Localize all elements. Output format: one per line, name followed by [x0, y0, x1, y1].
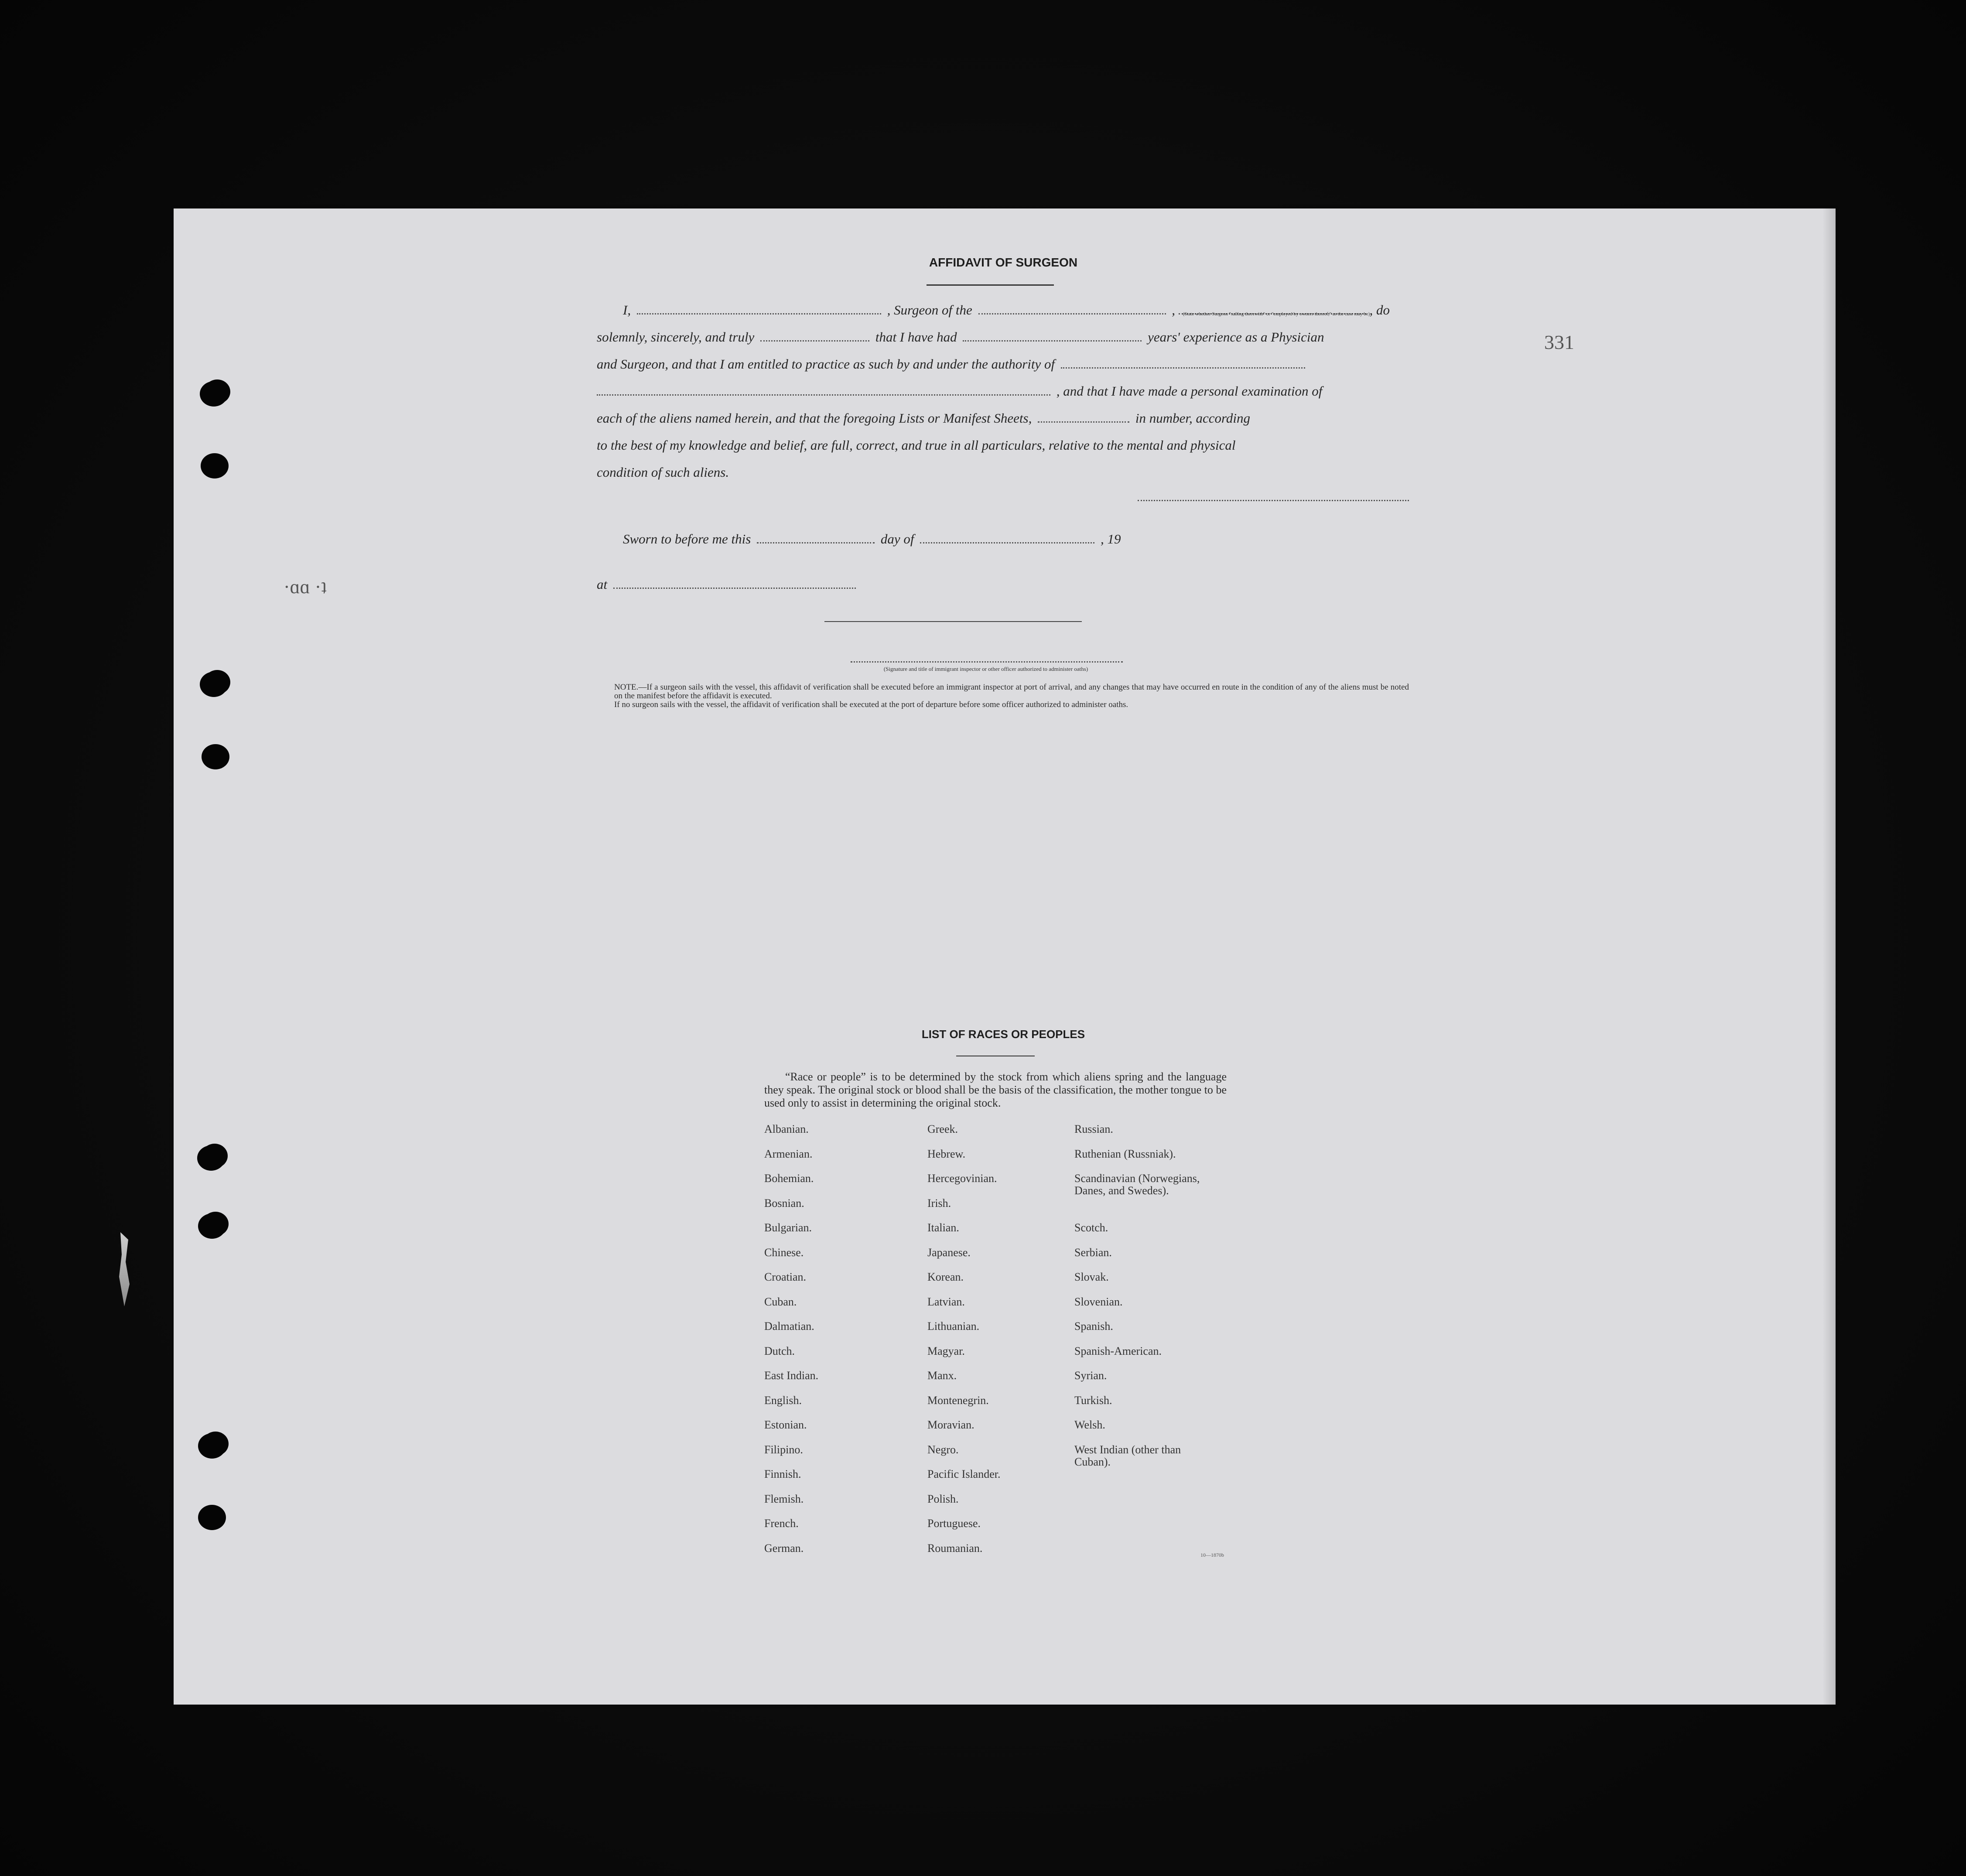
affidavit-text: I,: [623, 302, 631, 318]
race-item: Dutch.: [764, 1344, 795, 1357]
binder-hole-icon: [198, 1505, 226, 1530]
race-item: English.: [764, 1394, 802, 1407]
race-item: Turkish.: [1074, 1394, 1112, 1407]
sworn-at-line: [597, 571, 1409, 598]
race-item: Ruthenian (Russniak).: [1074, 1147, 1176, 1160]
sworn-block: [597, 526, 1409, 598]
affidavit-line-1: [597, 297, 1409, 324]
affidavit-text: , 19: [1100, 531, 1121, 547]
sworn-month-field[interactable]: [920, 533, 1094, 543]
race-item: Korean.: [927, 1271, 964, 1283]
binder-hole-icon: [202, 744, 229, 769]
race-item: Scandinavian (Norwegians, Danes, and Swedes).: [1074, 1172, 1200, 1197]
race-item: Polish.: [927, 1492, 959, 1505]
binder-hole-icon: [201, 453, 229, 478]
race-item: Lithuanian.: [927, 1320, 980, 1333]
races-column-3: [1074, 1123, 1231, 1468]
binder-hole-icon: [200, 672, 228, 697]
affidavit-text: and Surgeon, and that I am entitled to practice as such by and under the authority of: [597, 356, 1055, 372]
race-item: Hebrew.: [927, 1147, 966, 1160]
race-item: Albanian.: [764, 1123, 809, 1135]
affidavit-line-3: [597, 351, 1409, 378]
race-item: Greek.: [927, 1123, 958, 1135]
race-item: Hercegovinian.: [927, 1172, 997, 1185]
affidavit-line-7: [597, 459, 1409, 486]
race-item: French.: [764, 1517, 799, 1530]
sheet-count-field[interactable]: [1038, 412, 1129, 423]
oath-field[interactable]: [760, 331, 869, 342]
affidavit-text: condition of such aliens.: [597, 465, 729, 480]
race-item: East Indian.: [764, 1369, 819, 1382]
affidavit-text: years' experience as a Physician: [1148, 329, 1324, 345]
race-item: Bohemian.: [764, 1172, 814, 1185]
race-item: Dalmatian.: [764, 1320, 814, 1333]
affidavit-text: solemnly, sincerely, and truly: [597, 329, 755, 345]
race-item: Filipino.: [764, 1443, 803, 1456]
affidavit-text: each of the aliens named herein, and that the foregoing Lists or Manifest Sheets,: [597, 410, 1032, 426]
sworn-day-field[interactable]: [757, 533, 875, 543]
race-item: Manx.: [927, 1369, 957, 1382]
affidavit-text: ,: [1172, 302, 1175, 318]
inspector-signature-field[interactable]: [824, 621, 1082, 622]
sworn-line: [597, 526, 1409, 553]
race-item: Slovak.: [1074, 1271, 1109, 1283]
inspector-signature-caption: (Signature and title of immigrant inspector or other officer authorized to administer oaths): [883, 666, 1088, 672]
race-item: Spanish-American.: [1074, 1344, 1162, 1357]
binder-hole-icon: [197, 1145, 225, 1171]
affidavit-line-5: [597, 405, 1409, 432]
affidavit-title: AFFIDAVIT OF SURGEON: [929, 256, 1078, 269]
race-item: Portuguese.: [927, 1517, 981, 1530]
binder-hole-icon: [198, 1433, 226, 1459]
race-item: Moravian.: [927, 1418, 974, 1431]
affidavit-text: day of: [880, 531, 914, 547]
title-underline: [927, 284, 1054, 286]
race-item: Estonian.: [764, 1418, 807, 1431]
race-item: Scotch.: [1074, 1221, 1108, 1234]
vessel-name-field[interactable]: [978, 304, 1166, 314]
race-item: Syrian.: [1074, 1369, 1107, 1382]
races-title: LIST OF RACES OR PEOPLES: [921, 1028, 1085, 1041]
race-item: Spanish.: [1074, 1320, 1113, 1333]
binder-hole-icon: [200, 381, 228, 407]
page-edge-shadow: [1822, 208, 1836, 1705]
affidavit-text: to the best of my knowledge and belief, are full, correct, and true in all particulars, relative to the mental and physical: [597, 437, 1236, 453]
affidavit-line-4: [597, 378, 1409, 405]
page-number: 331: [1544, 331, 1574, 353]
race-item: Roumanian.: [927, 1541, 983, 1555]
affidavit-note: [597, 683, 1409, 709]
affidavit-text: , and that I have made a personal examination of: [1056, 383, 1323, 399]
race-item: Bosnian.: [764, 1196, 804, 1210]
race-item: German.: [764, 1541, 804, 1555]
race-item: Russian.: [1074, 1123, 1113, 1135]
race-item: Latvian.: [927, 1295, 965, 1308]
affidavit-line-6: [597, 432, 1409, 459]
authority-field-continued[interactable]: [597, 385, 1050, 396]
note-paragraph-1: NOTE.—If a surgeon sails with the vessel, this affidavit of verification shall be executed before an immigrant inspector at port of arrival, and any changes that may have occurred en route in the condition of any of the aliens must be noted on the manifest before the affidavit is executed.: [614, 683, 1409, 701]
race-item: Irish.: [927, 1196, 951, 1210]
race-item: Bulgarian.: [764, 1221, 812, 1234]
race-item: Italian.: [927, 1221, 959, 1234]
races-intro: [764, 1070, 1227, 1110]
affidavit-text: , do: [1369, 302, 1390, 318]
race-item: Cuban.: [764, 1295, 797, 1308]
race-item: Serbian.: [1074, 1246, 1112, 1259]
races-intro-text: “Race or people” is to be determined by the stock from which aliens spring and the language they speak. The original stock or blood shall be the basis of the classification, the mother tongue to be used only to assist in determining the original stock.: [764, 1070, 1227, 1109]
affidavit-text: at: [597, 577, 608, 592]
races-column-1: [764, 1123, 921, 1567]
handwritten-margin-mark: ·ɑɑ ·ʇ: [284, 576, 327, 598]
note-paragraph-2: If no surgeon sails with the vessel, the affidavit of verification shall be executed at the port of departure before some officer authorized to administer oaths.: [614, 700, 1128, 709]
affidavit-text: Sworn to before me this: [623, 531, 751, 547]
surgeon-signature-field[interactable]: [1138, 500, 1409, 501]
race-item: Pacific Islander.: [927, 1468, 1001, 1480]
authority-field[interactable]: [1061, 358, 1305, 369]
race-item: Armenian.: [764, 1147, 813, 1160]
race-item: Chinese.: [764, 1246, 804, 1259]
race-item: Negro.: [927, 1443, 959, 1456]
inspector-title-field[interactable]: [851, 661, 1123, 663]
affidavit-text: that I have had: [875, 329, 957, 345]
race-item: Japanese.: [927, 1246, 971, 1259]
affidavit-body: [597, 297, 1409, 486]
race-item: Montenegrin.: [927, 1394, 989, 1407]
race-item: West Indian (other than Cuban).: [1074, 1443, 1181, 1468]
race-item: Magyar.: [927, 1344, 965, 1357]
race-item: Welsh.: [1074, 1418, 1105, 1431]
form-code: 10—1870b: [1200, 1552, 1224, 1558]
binder-hole-icon: [198, 1213, 226, 1239]
race-item: Croatian.: [764, 1271, 807, 1283]
race-item: Slovenian.: [1074, 1295, 1123, 1308]
years-experience-field[interactable]: [963, 331, 1142, 342]
affidavit-text: , Surgeon of the: [887, 302, 972, 318]
race-item: Flemish.: [764, 1492, 804, 1505]
sworn-place-field[interactable]: [613, 578, 856, 589]
races-column-2: [927, 1123, 1071, 1567]
affidavit-text: in number, according: [1135, 410, 1251, 426]
affidavit-line-2: [597, 324, 1409, 351]
surgeon-name-field[interactable]: [637, 304, 881, 314]
surgeon-status-note: (State whether Surgeon "sailing therewith" or "employed by owners thereof," as the case may be): [1183, 311, 1370, 317]
race-item: Finnish.: [764, 1468, 801, 1480]
